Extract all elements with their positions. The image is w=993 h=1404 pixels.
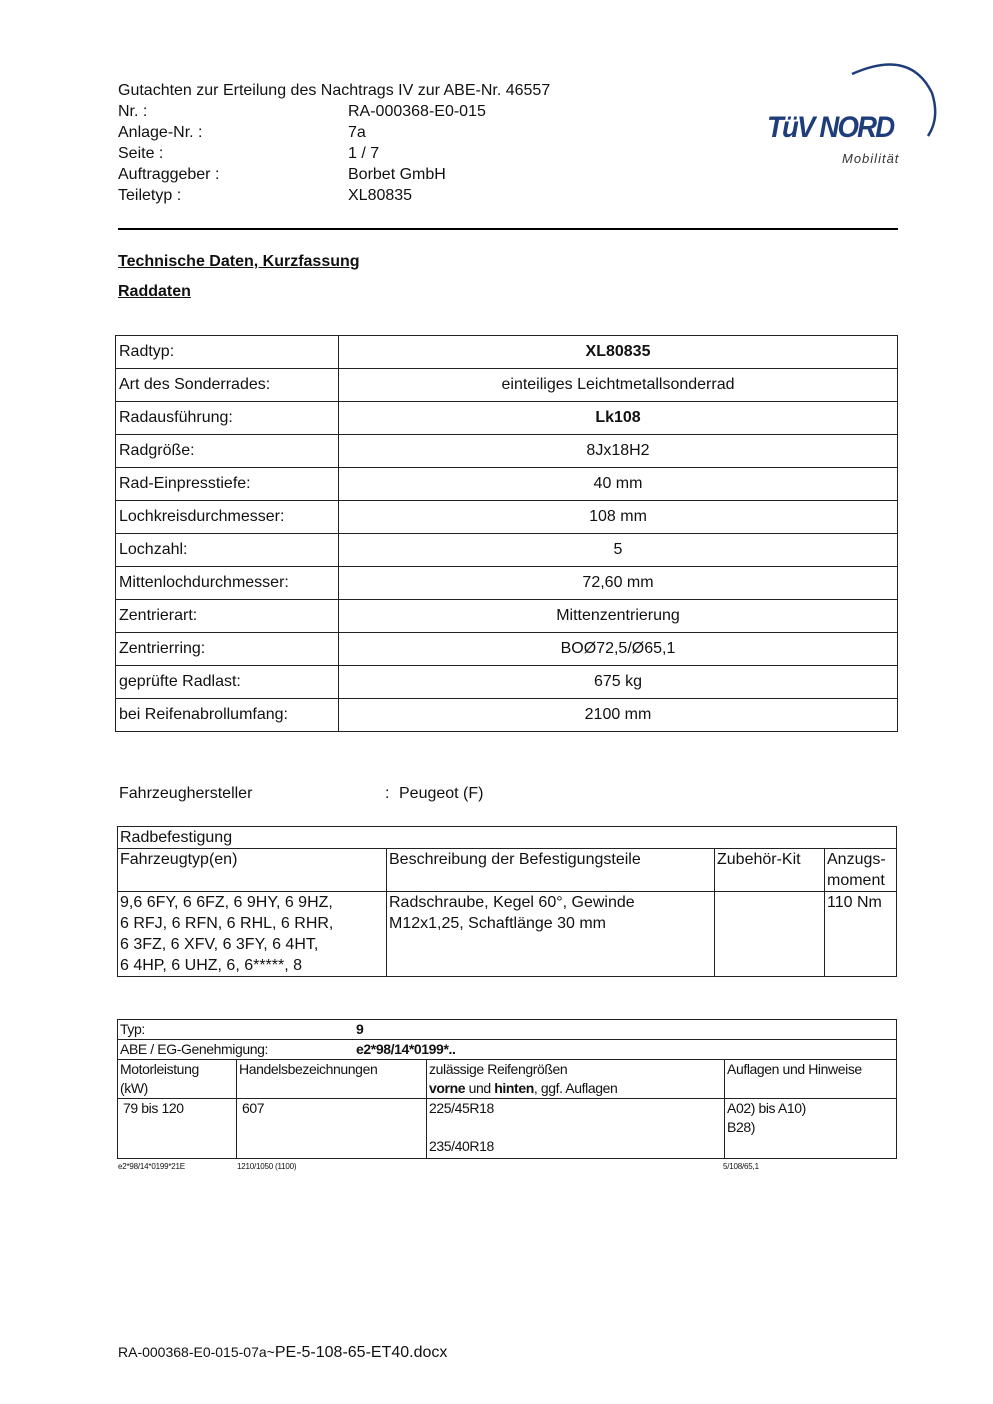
raddaten-label: Art des Sonderrades:: [116, 369, 339, 402]
table-row: [116, 369, 898, 402]
befestigung-table: [117, 826, 897, 977]
header-label-nr: Nr. :: [118, 103, 148, 120]
table-row: [118, 1099, 897, 1159]
table-row: [116, 435, 898, 468]
header-anzugsmoment: [825, 849, 897, 892]
section-technische-daten: Technische Daten, Kurzfassung: [118, 253, 360, 270]
raddaten-label: Zentrierart:: [116, 600, 339, 633]
typ-row: [118, 1020, 897, 1040]
fahrzeugtypen-cell: [118, 892, 387, 977]
abe-label: ABE / EG-Genehmigung:: [120, 1041, 269, 1057]
table-row: [116, 336, 898, 369]
header-value-auftraggeber: Borbet GmbH: [348, 166, 446, 183]
abe-row: [118, 1040, 897, 1060]
auflagen-cell: [725, 1099, 897, 1159]
header-motor-line: (kW): [120, 1080, 148, 1096]
raddaten-label: bei Reifenabrollumfang:: [116, 699, 339, 732]
raddaten-value: 8Jx18H2: [339, 435, 898, 468]
table-row: [116, 567, 898, 600]
footer-filename: [118, 1344, 447, 1362]
footnote-masses: 1210/1050 (1100): [237, 1162, 297, 1171]
document-title: Gutachten zur Erteilung des Nachtrags IV zur ABE-Nr. 46557: [118, 82, 551, 99]
header-anzugsmoment-line: moment: [827, 872, 885, 889]
table-row: [118, 849, 897, 892]
handel-value: 607: [242, 1100, 265, 1116]
header-label-anlage: Anlage-Nr. :: [118, 124, 203, 141]
table-row: [118, 892, 897, 977]
raddaten-value: XL80835: [339, 336, 898, 369]
header-divider: [118, 228, 898, 230]
table-row: [118, 1060, 897, 1099]
typ-label: Typ:: [120, 1021, 145, 1037]
header-fahrzeugtyp: Fahrzeugtyp(en): [118, 849, 387, 892]
hersteller-label: Fahrzeughersteller: [119, 785, 253, 802]
footer-prefix: RA-000368-E0-015-07a~: [118, 1344, 275, 1360]
header-reifen-und: und: [465, 1080, 495, 1096]
raddaten-value: 2100 mm: [339, 699, 898, 732]
header-label-teiletyp: Teiletyp :: [118, 187, 182, 204]
raddaten-label: Radgröße:: [116, 435, 339, 468]
raddaten-label: Mittenlochdurchmesser:: [116, 567, 339, 600]
header-zubehoer-kit: Zubehör-Kit: [715, 849, 825, 892]
reifen-line: [429, 1118, 722, 1137]
table-row: [116, 666, 898, 699]
hersteller-value: Peugeot (F): [399, 785, 484, 802]
header-value-nr: RA-000368-E0-015: [348, 103, 486, 120]
fahrzeugtyp-line: 9,6 6FY, 6 6FZ, 6 9HY, 6 9HZ,: [120, 894, 333, 911]
raddaten-label: Rad-Einpresstiefe:: [116, 468, 339, 501]
header-motorleistung: [118, 1060, 237, 1099]
header-reifen-line1: zulässige Reifengrößen: [429, 1061, 568, 1077]
logo-wordmark: TüV NORD: [767, 111, 894, 144]
header-reifen-hinten: hinten: [494, 1080, 534, 1096]
header-anzugsmoment-line: Anzugs-: [827, 851, 886, 868]
raddaten-value: 40 mm: [339, 468, 898, 501]
table-row: [118, 1040, 897, 1060]
raddaten-value: BOØ72,5/Ø65,1: [339, 633, 898, 666]
raddaten-value: 72,60 mm: [339, 567, 898, 600]
raddaten-label: geprüfte Radlast:: [116, 666, 339, 699]
raddaten-value: 108 mm: [339, 501, 898, 534]
header-label-seite: Seite :: [118, 145, 164, 162]
raddaten-value: 5: [339, 534, 898, 567]
logo-subtitle: Mobilität: [842, 151, 900, 166]
motor-value: 79 bis 120: [123, 1100, 184, 1116]
table-row: [116, 699, 898, 732]
raddaten-label: Radausführung:: [116, 402, 339, 435]
table-row: [118, 827, 897, 849]
raddaten-value: einteiliges Leichtmetallsonderrad: [339, 369, 898, 402]
table-row: [116, 468, 898, 501]
raddaten-label: Lochkreisdurchmesser:: [116, 501, 339, 534]
header-reifen-rest: , ggf. Auflagen: [533, 1080, 618, 1096]
fahrzeugtyp-line: 6 RFJ, 6 RFN, 6 RHL, 6 RHR,: [120, 915, 334, 932]
handel-cell: [237, 1099, 427, 1159]
header-handelsbezeichnungen: Handelsbezeichnungen: [237, 1060, 427, 1099]
raddaten-label: Zentrierring:: [116, 633, 339, 666]
beschreibung-cell: [387, 892, 715, 977]
header-motor-line: Motorleistung: [120, 1061, 199, 1077]
raddaten-label: Radtyp:: [116, 336, 339, 369]
header-auflagen: Auflagen und Hinweise: [725, 1060, 897, 1099]
reifen-cell: [427, 1099, 725, 1159]
beschreibung-line: Radschraube, Kegel 60°, Gewinde: [389, 894, 635, 911]
beschreibung-line: M12x1,25, Schaftlänge 30 mm: [389, 915, 607, 932]
table-row: [116, 402, 898, 435]
raddaten-value: Mittenzentrierung: [339, 600, 898, 633]
section-raddaten: Raddaten: [118, 283, 191, 300]
header-reifengroessen: [427, 1060, 725, 1099]
motor-cell: [118, 1099, 237, 1159]
anzugsmoment-cell: 110 Nm: [825, 892, 897, 977]
table-row: [116, 534, 898, 567]
header-value-teiletyp: XL80835: [348, 187, 413, 204]
reifen-line: 235/40R18: [429, 1138, 494, 1154]
table-row: [118, 1020, 897, 1040]
typ-value: 9: [356, 1021, 364, 1037]
fahrzeugtyp-line: 6 3FZ, 6 XFV, 6 3FY, 6 4HT,: [120, 936, 319, 953]
header-label-auftraggeber: Auftraggeber :: [118, 166, 220, 183]
raddaten-value: Lk108: [339, 402, 898, 435]
raddaten-table: [115, 335, 898, 732]
table-row: [116, 501, 898, 534]
header-value-seite: 1 / 7: [348, 145, 380, 162]
raddaten-label: Lochzahl:: [116, 534, 339, 567]
abe-value: e2*98/14*0199*..: [356, 1041, 456, 1057]
hersteller-separator: :: [385, 785, 390, 802]
typ-table: [117, 1019, 897, 1159]
table-row: [116, 633, 898, 666]
reifen-line: 225/45R18: [429, 1100, 494, 1116]
fahrzeugtyp-line: 6 4HP, 6 UHZ, 6, 6*****, 8: [120, 957, 303, 974]
header-value-anlage: 7a: [348, 124, 366, 141]
auflagen-line: A02) bis A10): [727, 1100, 806, 1116]
footer-suffix: PE-5-108-65-ET40.docx: [274, 1344, 448, 1361]
header-beschreibung: Beschreibung der Befestigungsteile: [387, 849, 715, 892]
header-reifen-vorne: vorne: [429, 1080, 466, 1096]
table-row: [116, 600, 898, 633]
zubehoer-kit-cell: [715, 892, 825, 977]
auflagen-line: B28): [727, 1119, 755, 1135]
footnote-wheel: 5/108/65,1: [723, 1162, 759, 1171]
footnote-abe: e2*98/14*0199*21E: [118, 1162, 185, 1171]
befestigung-title: Radbefestigung: [118, 827, 897, 849]
raddaten-value: 675 kg: [339, 666, 898, 699]
header-reifen-line2: [429, 1079, 722, 1098]
